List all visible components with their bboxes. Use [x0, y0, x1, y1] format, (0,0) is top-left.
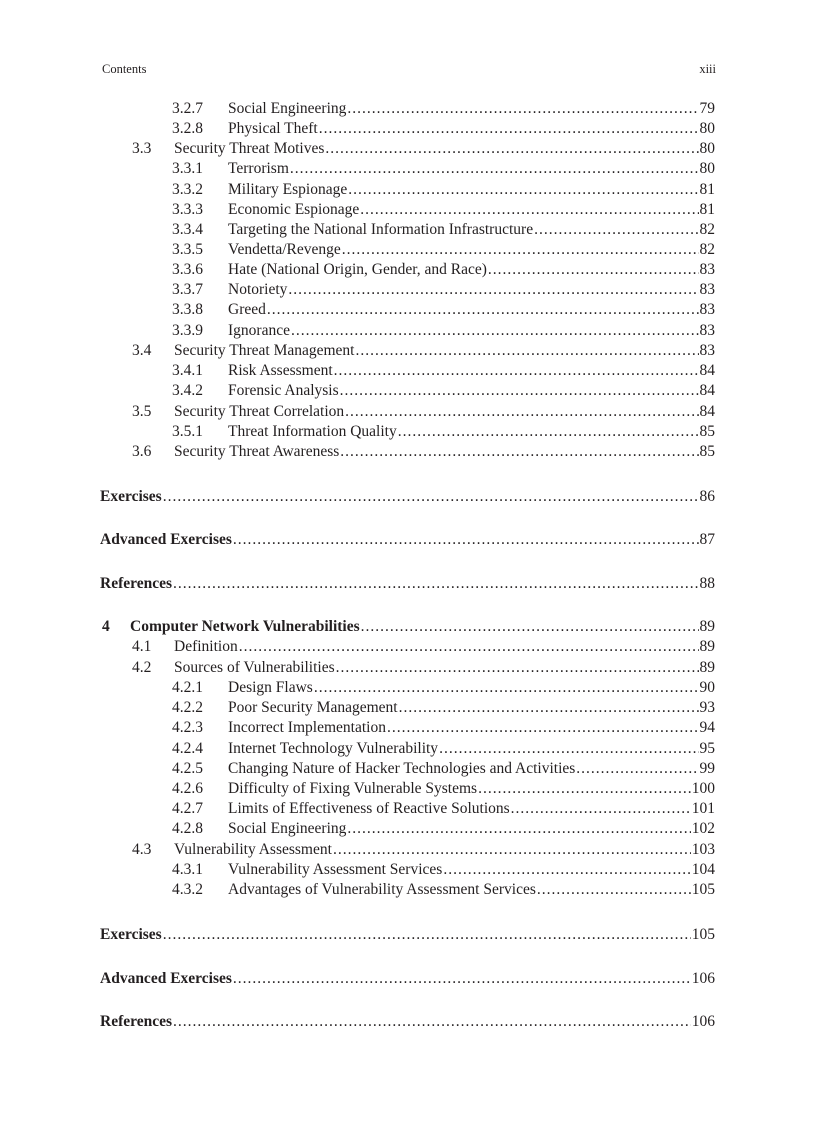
toc-entry[interactable]: [0, 442, 816, 462]
toc-entry-page: 80: [699, 120, 715, 137]
toc-entry-page: 81: [699, 181, 715, 198]
toc-entry-title: Vulnerability Assessment: [174, 841, 332, 858]
toc-entry-line: [228, 739, 715, 759]
toc-entry[interactable]: [0, 280, 816, 300]
toc-entry-page: 79: [699, 100, 715, 117]
toc-entry[interactable]: [0, 739, 816, 759]
toc-entry-title: Advanced Exercises: [100, 970, 232, 987]
toc-entry-title: References: [100, 575, 173, 592]
toc-entry-line: [100, 487, 715, 507]
toc-entry-line: [228, 819, 715, 839]
toc-entry-title: Incorrect Implementation: [228, 719, 386, 736]
toc-entry-line: [228, 321, 715, 341]
toc-entry-number: 3.3.8: [172, 301, 203, 318]
toc-entry-title: Vulnerability Assessment Services: [228, 861, 443, 878]
toc-entry-line: [228, 361, 715, 381]
toc-entry-number: 3.4.2: [172, 382, 203, 399]
toc-entry-page: 104: [691, 861, 715, 878]
toc-entry-number: 4.2.3: [172, 719, 203, 736]
toc-entry-line: [228, 860, 715, 880]
toc-entry[interactable]: [0, 321, 816, 341]
toc-entry-title: Security Threat Correlation: [174, 403, 345, 420]
dot-leader: [360, 200, 698, 220]
toc-entry-title: Security Threat Management: [174, 342, 355, 359]
toc-entry-page: 101: [691, 800, 715, 817]
toc-entry-line: [100, 530, 715, 550]
toc-entry-number: 3.4.1: [172, 362, 203, 379]
toc-entry-title: Advantages of Vulnerability Assessment Services: [228, 881, 536, 898]
toc-entry-title: Terrorism: [228, 160, 289, 177]
toc-entry-page: 100: [691, 780, 715, 797]
toc-entry-number: 4.2.2: [172, 699, 203, 716]
toc-entry-page: 87: [699, 531, 715, 548]
toc-entry[interactable]: [0, 637, 816, 657]
toc-entry-line: [100, 1012, 715, 1032]
toc-entry-number: 4.2.8: [172, 820, 203, 837]
toc-entry-title: Notoriety: [228, 281, 288, 298]
dot-leader: [348, 180, 698, 200]
dot-leader: [347, 819, 690, 839]
toc-entry-line: [228, 240, 715, 260]
dot-leader: [398, 422, 699, 442]
toc-entry-number: 4: [102, 618, 110, 635]
dot-leader: [290, 159, 699, 179]
toc-entry[interactable]: [0, 819, 816, 839]
toc-entry-page: 84: [699, 382, 715, 399]
dot-leader: [319, 119, 699, 139]
dot-leader: [267, 300, 699, 320]
toc-entry-line: [228, 759, 715, 779]
toc-entry[interactable]: [0, 574, 816, 594]
toc-entry[interactable]: [0, 969, 816, 989]
toc-entry[interactable]: [0, 361, 816, 381]
toc-entry-number: 3.3.5: [172, 241, 203, 258]
toc-entry-number: 4.2.7: [172, 800, 203, 817]
toc-entry[interactable]: [0, 159, 816, 179]
toc-entry-page: 99: [699, 760, 715, 777]
toc-entry[interactable]: [0, 260, 816, 280]
toc-entry[interactable]: [0, 759, 816, 779]
toc-entry-number: 3.2.7: [172, 100, 203, 117]
toc-entry-page: 89: [699, 638, 715, 655]
toc-entry-title: Security Threat Awareness: [174, 443, 340, 460]
dot-leader: [534, 220, 698, 240]
toc-entry-title: Security Threat Motives: [174, 140, 325, 157]
dot-leader: [340, 442, 698, 462]
toc-entry-line: [174, 637, 715, 657]
toc-entry-page: 106: [691, 1013, 715, 1030]
toc-entry-title: Military Espionage: [228, 181, 348, 198]
toc-entry-title: Threat Information Quality: [228, 423, 397, 440]
toc-entry-line: [228, 698, 715, 718]
toc-entry-page: 106: [691, 970, 715, 987]
toc-entry-page: 85: [699, 423, 715, 440]
toc-entry-line: [228, 200, 715, 220]
dot-leader: [334, 361, 699, 381]
toc-entry-line: [228, 381, 715, 401]
dot-leader: [239, 637, 699, 657]
toc-entry-title: Forensic Analysis: [228, 382, 339, 399]
dot-leader: [314, 678, 699, 698]
toc-entry[interactable]: [0, 240, 816, 260]
dot-leader: [163, 487, 699, 507]
toc-entry-line: [228, 880, 715, 900]
toc-entry-line: [228, 799, 715, 819]
toc-entry[interactable]: [0, 487, 816, 507]
dot-leader: [439, 739, 698, 759]
toc-entry[interactable]: [0, 139, 816, 159]
toc-entry[interactable]: [0, 381, 816, 401]
toc-entry-line: [228, 220, 715, 240]
toc-entry-number: 4.3: [132, 841, 152, 858]
toc-entry-title: Greed: [228, 301, 266, 318]
toc-entry-line: [174, 402, 715, 422]
toc-entry-page: 94: [699, 719, 715, 736]
toc-entry-page: 89: [699, 618, 715, 635]
toc-entry-page: 82: [699, 221, 715, 238]
toc-entry-title: Design Flaws: [228, 679, 313, 696]
toc-entry-page: 93: [699, 699, 715, 716]
toc-entry-page: 86: [699, 488, 715, 505]
toc-entry-title: Exercises: [100, 926, 162, 943]
toc-entry-title: References: [100, 1013, 173, 1030]
running-header-page-number: xiii: [699, 62, 716, 76]
toc-entry-title: Exercises: [100, 488, 162, 505]
toc-entry[interactable]: [0, 840, 816, 860]
toc-entry[interactable]: [0, 341, 816, 361]
toc-entry-number: 3.3.2: [172, 181, 203, 198]
toc-entry-title: Economic Espionage: [228, 201, 360, 218]
toc-entry-title: Vendetta/Revenge: [228, 241, 341, 258]
toc-entry[interactable]: [0, 880, 816, 900]
toc-entry-page: 83: [699, 281, 715, 298]
dot-leader: [288, 280, 698, 300]
toc-entry-number: 3.5.1: [172, 423, 203, 440]
toc-entry-line: [228, 99, 715, 119]
dot-leader: [511, 799, 691, 819]
toc-entry-number: 4.2: [132, 659, 152, 676]
dot-leader: [387, 718, 699, 738]
dot-leader: [537, 880, 691, 900]
toc-entry-page: 82: [699, 241, 715, 258]
toc-entry[interactable]: [0, 119, 816, 139]
dot-leader: [340, 381, 699, 401]
dot-leader: [488, 260, 699, 280]
toc-entry-page: 105: [691, 881, 715, 898]
toc-entry-page: 83: [699, 301, 715, 318]
dot-leader: [336, 658, 699, 678]
toc-entry-line: [174, 341, 715, 361]
dot-leader: [443, 860, 690, 880]
toc-entry-page: 80: [699, 160, 715, 177]
toc-entry[interactable]: [0, 799, 816, 819]
toc-entry-title: Difficulty of Fixing Vulnerable Systems: [228, 780, 478, 797]
toc-entry-number: 3.5: [132, 403, 152, 420]
toc-entry-line: [228, 180, 715, 200]
toc-entry-title: Targeting the National Information Infrastructure: [228, 221, 534, 238]
toc-entry-title: Limits of Effectiveness of Reactive Solutions: [228, 800, 510, 817]
toc-entry[interactable]: [0, 200, 816, 220]
toc-entry-title: Ignorance: [228, 322, 290, 339]
dot-leader: [173, 574, 698, 594]
toc-entry[interactable]: [0, 658, 816, 678]
toc-entry-page: 105: [691, 926, 715, 943]
toc-entry[interactable]: [0, 180, 816, 200]
toc-entry-page: 84: [699, 403, 715, 420]
toc-entry[interactable]: [0, 99, 816, 119]
toc-entry-number: 4.2.4: [172, 740, 203, 757]
toc-entry-line: [228, 779, 715, 799]
toc-entry[interactable]: [0, 402, 816, 422]
toc-entry[interactable]: [0, 220, 816, 240]
toc-entry-line: [228, 260, 715, 280]
toc-entry[interactable]: [0, 1012, 816, 1032]
toc-entry[interactable]: [0, 678, 816, 698]
dot-leader: [233, 969, 691, 989]
toc-entry-number: 3.3.9: [172, 322, 203, 339]
toc-entry-page: 80: [699, 140, 715, 157]
toc-entry-line: [228, 159, 715, 179]
toc-entry[interactable]: [0, 718, 816, 738]
dot-leader: [325, 139, 698, 159]
toc-entry-number: 3.3.3: [172, 201, 203, 218]
toc-entry-number: 3.2.8: [172, 120, 203, 137]
toc-entry-page: 102: [691, 820, 715, 837]
dot-leader: [233, 530, 699, 550]
toc-entry-title: Internet Technology Vulnerability: [228, 740, 439, 757]
dot-leader: [163, 925, 691, 945]
toc-entry-number: 3.3.1: [172, 160, 203, 177]
toc-entry-number: 3.3.6: [172, 261, 203, 278]
toc-entry-line: [174, 840, 715, 860]
toc-entry-title: Changing Nature of Hacker Technologies and Activities: [228, 760, 576, 777]
toc-entry-title: Sources of Vulnerabilities: [174, 659, 335, 676]
toc-entry[interactable]: [0, 617, 816, 637]
toc-entry[interactable]: [0, 860, 816, 880]
toc-entry-title: Computer Network Vulnerabilities: [130, 618, 360, 635]
toc-entry-number: 3.3: [132, 140, 152, 157]
dot-leader: [345, 402, 698, 422]
toc-entry-title: Social Engineering: [228, 100, 347, 117]
toc-entry-number: 4.2.6: [172, 780, 203, 797]
toc-entry-title: Poor Security Management: [228, 699, 398, 716]
toc-entry-number: 4.2.1: [172, 679, 203, 696]
toc-entry-line: [228, 280, 715, 300]
toc-entry-title: Advanced Exercises: [100, 531, 232, 548]
dot-leader: [361, 617, 699, 637]
toc-entry-title: Hate (National Origin, Gender, and Race): [228, 261, 487, 278]
toc-entry-line: [228, 718, 715, 738]
toc-entry-line: [174, 442, 715, 462]
toc-entry-number: 4.3.1: [172, 861, 203, 878]
toc-entry-number: 4.1: [132, 638, 152, 655]
toc-entry-number: 4.2.5: [172, 760, 203, 777]
dot-leader: [347, 99, 698, 119]
toc-entry-title: Risk Assessment: [228, 362, 333, 379]
toc-entry-number: 3.4: [132, 342, 152, 359]
dot-leader: [173, 1012, 691, 1032]
toc-entry-title: Physical Theft: [228, 120, 318, 137]
toc-entry-line: [228, 422, 715, 442]
toc-entry-line: [228, 119, 715, 139]
toc-entry-page: 83: [699, 261, 715, 278]
toc-entry-number: 3.3.4: [172, 221, 203, 238]
running-header-title: Contents: [102, 62, 147, 76]
toc-entry-line: [228, 678, 715, 698]
toc-entry-page: 81: [699, 201, 715, 218]
toc-entry-page: 103: [691, 841, 715, 858]
toc-entry-line: [130, 617, 715, 637]
dot-leader: [342, 240, 699, 260]
toc-entry-line: [100, 969, 715, 989]
toc-entry-line: [100, 574, 715, 594]
toc-entry-number: 3.3.7: [172, 281, 203, 298]
dot-leader: [478, 779, 691, 799]
toc-entry-page: 85: [699, 443, 715, 460]
dot-leader: [576, 759, 698, 779]
toc-entry-page: 90: [699, 679, 715, 696]
toc-entry-page: 83: [699, 342, 715, 359]
dot-leader: [333, 840, 691, 860]
toc-entry-page: 88: [699, 575, 715, 592]
toc-entry-title: Definition: [174, 638, 238, 655]
toc-entry[interactable]: [0, 925, 816, 945]
toc-entry-number: 4.3.2: [172, 881, 203, 898]
dot-leader: [399, 698, 699, 718]
toc-entry-title: Social Engineering: [228, 820, 347, 837]
toc-entry-page: 95: [699, 740, 715, 757]
toc-entry-page: 83: [699, 322, 715, 339]
toc-entry-line: [174, 658, 715, 678]
toc-entry[interactable]: [0, 530, 816, 550]
toc-entry-page: 84: [699, 362, 715, 379]
toc-entry[interactable]: [0, 422, 816, 442]
dot-leader: [355, 341, 698, 361]
dot-leader: [291, 321, 699, 341]
toc-entry[interactable]: [0, 698, 816, 718]
toc-entry-line: [100, 925, 715, 945]
toc-entry-line: [228, 300, 715, 320]
toc-entry-number: 3.6: [132, 443, 152, 460]
toc-entry-line: [174, 139, 715, 159]
toc-entry[interactable]: [0, 779, 816, 799]
toc-entry-page: 89: [699, 659, 715, 676]
toc-entry[interactable]: [0, 300, 816, 320]
